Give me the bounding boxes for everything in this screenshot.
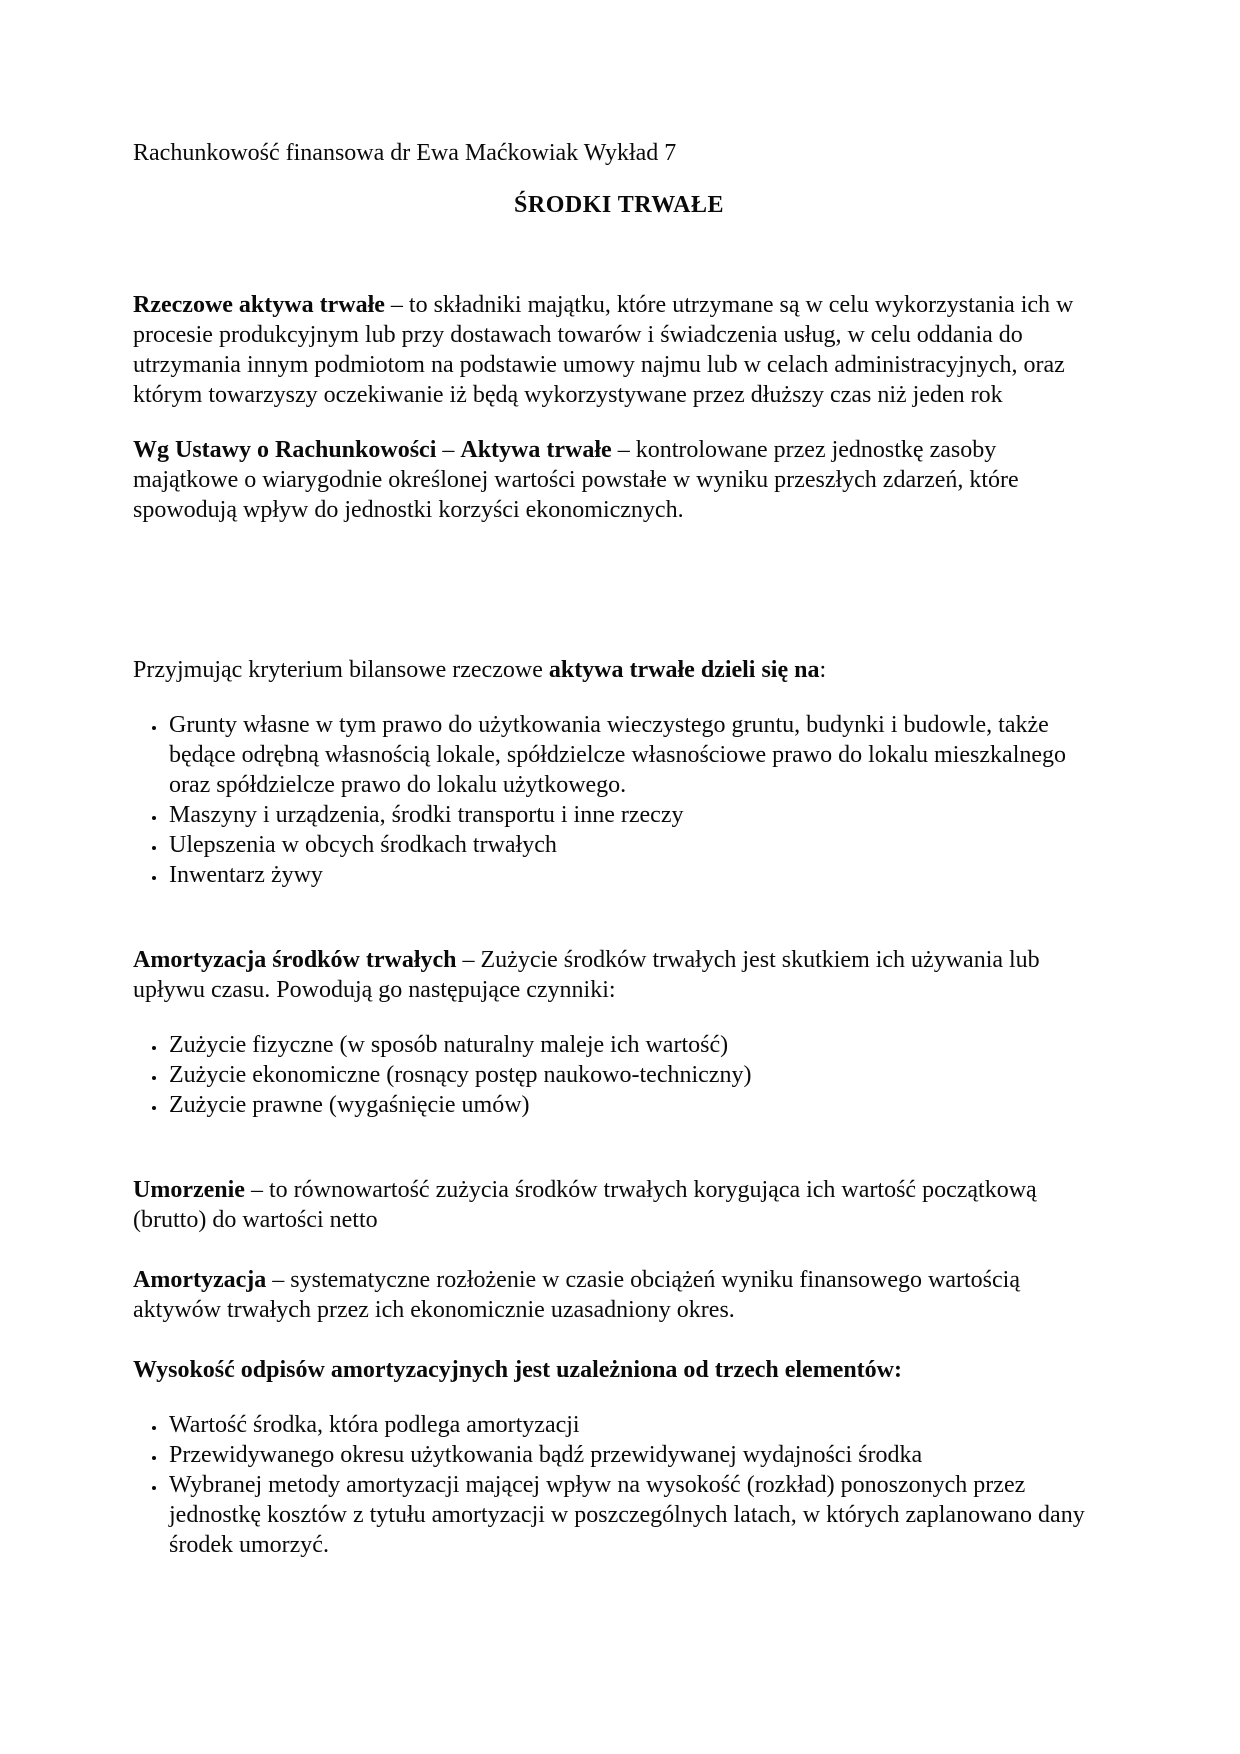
list-item: • Przewidywanego okresu użytkowania bądź przewidywanej wydajności środka [167, 1440, 1105, 1470]
term-wysokosc-odpisow: Wysokość odpisów amortyzacyjnych jest uzależniona od trzech elementów [133, 1357, 895, 1383]
paragraph-wysokosc-odpisow [133, 1355, 1105, 1385]
paragraph-text: – systematyczne rozłożenie w czasie obciążeń wyniku finansowego wartością aktywów trwałych przez ich ekonomicznie uzasadniony okres. [133, 1267, 1020, 1323]
document-header: Rachunkowość finansowa dr Ewa Maćkowiak Wykład 7 [133, 140, 677, 166]
elementy-amortyzacji-list [133, 1410, 1105, 1560]
term-amortyzacja-srodkow-trwalych: Amortyzacja środków trwałych [133, 947, 457, 973]
list-item: • Zużycie fizyczne (w sposób naturalny maleje ich wartość) [167, 1030, 1105, 1060]
separator-dash: – [436, 437, 461, 463]
list-item: • Zużycie prawne (wygaśnięcie umów) [167, 1090, 1105, 1120]
paragraph-kryterium-bilansowe [133, 655, 1105, 685]
paragraph-wg-ustawy [133, 435, 1105, 525]
colon: : [894, 1357, 903, 1383]
paragraph-rzeczowe-aktywa-trwale [133, 290, 1105, 410]
term-dzieli-sie-na: aktywa trwałe dzieli się na [548, 657, 820, 683]
aktywa-trwale-podzial-list [133, 710, 1105, 890]
czynniki-zuzycia-list [133, 1030, 1105, 1120]
colon: : [819, 657, 827, 683]
paragraph-umorzenie [133, 1175, 1105, 1235]
term-rzeczowe-aktywa-trwale: Rzeczowe aktywa trwałe [133, 292, 385, 318]
paragraph-amortyzacja-srodkow-trwalych [133, 945, 1105, 1005]
list-item: • Grunty własne w tym prawo do użytkowania wieczystego gruntu, budynki i budowle, także będące odrębną własnością lokale, spółdzielcze własnościowe prawo do lokalu mieszkalnego oraz spółdzielcze prawo do lokalu użytkowego. [167, 710, 1105, 800]
list-item: • Maszyny i urządzenia, środki transportu i inne rzeczy [167, 800, 1105, 830]
list-item: • Inwentarz żywy [167, 860, 1105, 890]
term-amortyzacja: Amortyzacja [133, 1267, 267, 1293]
list-item: • Ulepszenia w obcych środkach trwałych [167, 830, 1105, 860]
paragraph-text: Przyjmując kryterium bilansowe rzeczowe [133, 657, 549, 683]
page-title: ŚRODKI TRWAŁE [514, 192, 724, 218]
paragraph-text: – to równowartość zużycia środków trwałych korygująca ich wartość początkową (brutto) do wartości netto [133, 1177, 1037, 1233]
paragraph-text: – kontrolowane przez jednostkę zasoby majątkowe o wiarygodnie określonej wartości powstałe w wyniku przeszłych zdarzeń, które spowodują wpływ do jednostki korzyści ekonomicznych. [133, 437, 1019, 523]
list-item: • Wybranej metody amortyzacji mającej wpływ na wysokość (rozkład) ponoszonych przez jednostkę kosztów z tytułu amortyzacji w poszczególnych latach, w których zaplanowano dany środek umorzyć. [167, 1470, 1105, 1560]
paragraph-text: – Zużycie środków trwałych jest skutkiem ich używania lub upływu czasu. Powodują go następujące czynniki: [133, 947, 1040, 1003]
list-item: • Zużycie ekonomiczne (rosnący postęp naukowo-techniczny) [167, 1060, 1105, 1090]
term-umorzenie: Umorzenie [133, 1177, 245, 1203]
term-wg-ustawy: Wg Ustawy o Rachunkowości [133, 437, 437, 463]
term-aktywa-trwale: Aktywa trwałe [460, 437, 612, 463]
paragraph-text: – to składniki majątku, które utrzymane są w celu wykorzystania ich w procesie produkcyjnym lub przy dostawach towarów i świadczenia usług, w celu oddania do utrzymania innym podmiotom na podstawie umowy najmu lub w celach administracyjnych, oraz którym towarzyszy oczekiwanie iż będą wykorzystywane przez dłuższy czas niż jeden rok [133, 292, 1074, 408]
list-item: • Wartość środka, która podlega amortyzacji [167, 1410, 1105, 1440]
paragraph-amortyzacja [133, 1265, 1105, 1325]
